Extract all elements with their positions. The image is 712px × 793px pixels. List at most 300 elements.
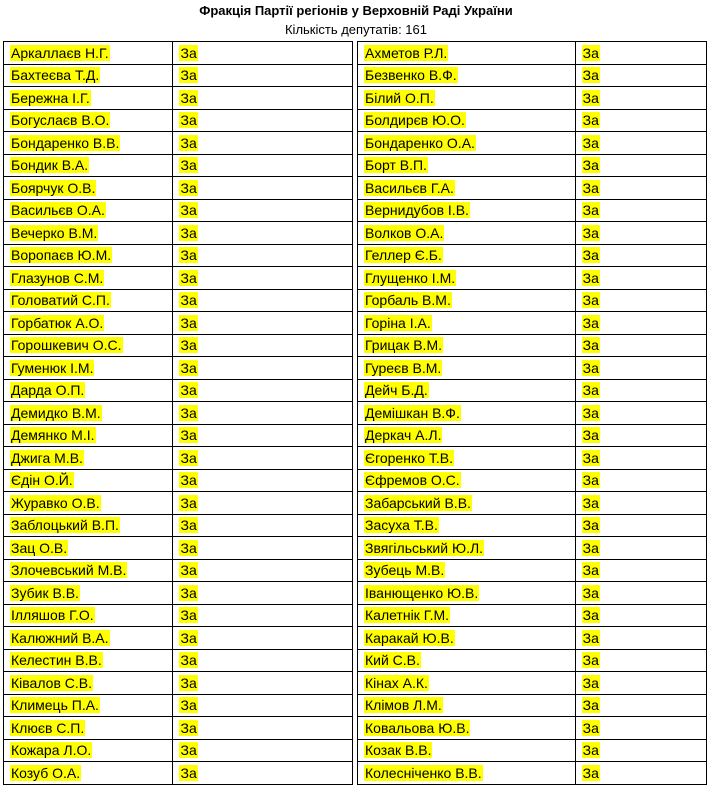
deputy-name: Єфремов О.С. [365,472,460,489]
deputy-name-cell [4,582,173,605]
vote-cell [575,604,706,627]
deputy-name: Іванющенко Ю.В. [365,584,479,601]
table-row [4,177,353,200]
deputy-name: Ківалов С.В. [11,674,92,691]
vote-value: За [582,629,599,646]
vote-value: За [180,202,197,219]
table-row [4,42,353,65]
vote-cell [575,582,706,605]
deputy-name-cell [358,42,576,65]
deputy-name-cell [4,537,173,560]
deputy-name: Демянко М.І. [11,427,95,444]
table-row [358,604,707,627]
deputy-name: Білий О.П. [365,89,434,106]
vote-cell [173,537,353,560]
vote-value: За [582,472,599,489]
deputy-name-cell [358,492,576,515]
deputy-name: Калетнік Г.М. [365,607,450,624]
vote-cell [575,627,706,650]
vote-cell [173,379,353,402]
deputy-name-cell [358,717,576,740]
deputy-name: Єгоренко Т.В. [365,449,454,466]
vote-value: За [180,382,197,399]
deputy-name: Клюєв С.П. [11,719,85,736]
deputy-name-cell [358,469,576,492]
vote-cell [173,267,353,290]
vote-cell [575,64,706,87]
table-row [358,312,707,335]
table-row [358,289,707,312]
table-row [4,154,353,177]
vote-cell [575,717,706,740]
vote-value: За [582,292,599,309]
deputy-name: Васильєв О.А. [11,202,105,219]
vote-cell [173,132,353,155]
vote-cell [173,559,353,582]
table-row [4,424,353,447]
vote-cell [173,762,353,785]
table-row [4,199,353,222]
table-row [4,87,353,110]
vote-cell [575,762,706,785]
table-row [358,132,707,155]
vote-value: За [180,697,197,714]
vote-cell [575,289,706,312]
vote-value: За [582,157,599,174]
table-row [358,514,707,537]
deputy-name-cell [358,739,576,762]
vote-cell [575,132,706,155]
vote-cell [173,739,353,762]
table-row [358,424,707,447]
table-row [4,469,353,492]
vote-value: За [582,202,599,219]
deputy-name-cell [4,762,173,785]
table-row [4,537,353,560]
deputy-name-cell [358,514,576,537]
deputy-name-cell [4,694,173,717]
table-row [4,447,353,470]
deputy-name: Засуха Т.В. [365,517,438,534]
table-row [4,64,353,87]
vote-value: За [582,562,599,579]
deputy-name: Аркаллаєв Н.Г. [11,44,109,61]
table-row [4,739,353,762]
table-row [358,357,707,380]
vote-cell [173,199,353,222]
vote-cell [173,649,353,672]
vote-cell [575,469,706,492]
deputy-name: Каракай Ю.В. [365,629,454,646]
deputy-name-cell [4,649,173,672]
table-row [4,402,353,425]
table-row [4,244,353,267]
vote-value: За [180,562,197,579]
deputy-name-cell [4,402,173,425]
vote-cell [173,289,353,312]
vote-cell [575,87,706,110]
table-row [4,492,353,515]
vote-cell [173,492,353,515]
deputy-name-cell [358,132,576,155]
vote-value: За [582,134,599,151]
vote-value: За [180,517,197,534]
deputy-name: Кожара Л.О. [11,742,92,759]
deputy-name: Звягільський Ю.Л. [365,539,484,556]
deputy-name-cell [4,559,173,582]
vote-cell [575,312,706,335]
table-row [358,334,707,357]
deputy-name: Джига М.В. [11,449,83,466]
vote-value: За [180,607,197,624]
deputy-name-cell [358,312,576,335]
vote-cell [173,424,353,447]
vote-cell [173,357,353,380]
table-row [4,267,353,290]
deputy-name-cell [358,379,576,402]
vote-value: За [582,427,599,444]
deputy-name: Демидко В.М. [11,404,101,421]
table-row [358,222,707,245]
table-row [4,357,353,380]
deputy-name: Кий С.В. [365,652,420,669]
vote-cell [173,109,353,132]
deputy-name-cell [4,717,173,740]
deputy-name-cell [358,199,576,222]
vote-value: За [180,247,197,264]
table-row [4,672,353,695]
vote-cell [173,447,353,470]
table-row [4,312,353,335]
vote-cell [575,402,706,425]
table-row [358,87,707,110]
deputy-name-cell [358,177,576,200]
deputy-name: Горбаль В.М. [365,292,451,309]
vote-value: За [582,742,599,759]
deputy-name-cell [4,87,173,110]
vote-value: За [582,89,599,106]
vote-value: За [582,314,599,331]
deputy-name-cell [358,267,576,290]
right-vote-table-body [358,42,707,785]
vote-cell [575,154,706,177]
deputy-name-cell [4,267,173,290]
deputy-name: Горошкевич О.С. [11,337,122,354]
table-row [358,42,707,65]
vote-value: За [582,584,599,601]
table-row [4,649,353,672]
vote-cell [173,87,353,110]
deputy-name: Болдирєв Ю.О. [365,112,465,129]
table-row [4,132,353,155]
deputy-name-cell [4,312,173,335]
table-row [358,627,707,650]
deputy-name-cell [358,222,576,245]
vote-value: За [180,427,197,444]
vote-value: За [582,382,599,399]
deputies-count: Кількість депутатів: 161 [284,22,427,37]
deputy-name: Єдін О.Й. [11,472,73,489]
vote-cell [575,109,706,132]
deputy-name-cell [4,132,173,155]
deputy-name: Калюжний В.А. [11,629,109,646]
vote-value: За [180,292,197,309]
vote-cell [575,42,706,65]
deputy-name-cell [358,402,576,425]
table-row [4,334,353,357]
table-row [358,694,707,717]
vote-cell [575,672,706,695]
table-row [358,379,707,402]
vote-value: За [180,359,197,376]
deputy-name-cell [358,244,576,267]
deputy-name-cell [4,672,173,695]
vote-value: За [582,652,599,669]
deputy-name: Зац О.В. [11,539,68,556]
deputy-name-cell [4,739,173,762]
vote-cell [575,694,706,717]
table-row [358,717,707,740]
vote-cell [173,717,353,740]
deputy-name-cell [358,154,576,177]
deputy-name: Дейч Б.Д. [365,382,428,399]
deputy-name-cell [358,582,576,605]
table-row [358,649,707,672]
vote-value: За [582,247,599,264]
right-vote-table [357,41,707,785]
vote-value: За [582,359,599,376]
vote-value: За [180,224,197,241]
vote-value: За [180,67,197,84]
vote-value: За [582,44,599,61]
table-row [358,492,707,515]
vote-cell [173,222,353,245]
deputy-name-cell [358,694,576,717]
table-row [358,739,707,762]
deputy-name-cell [358,604,576,627]
deputy-name: Безвенко В.Ф. [365,67,457,84]
vote-value: За [582,404,599,421]
deputy-name-cell [4,64,173,87]
deputy-name-cell [358,627,576,650]
table-row [358,762,707,785]
deputy-name: Гуменюк І.М. [11,359,94,376]
deputy-name: Геллер Є.Б. [365,247,442,264]
vote-value: За [180,269,197,286]
vote-cell [173,402,353,425]
vote-cell [575,559,706,582]
table-row [4,559,353,582]
vote-value: За [180,719,197,736]
deputy-name: Глущенко І.М. [365,269,456,286]
deputy-name: Богуслаєв В.О. [11,112,110,129]
vote-cell [173,177,353,200]
vote-cell [575,492,706,515]
table-row [358,64,707,87]
vote-value: За [582,517,599,534]
table-row [358,582,707,605]
deputy-name: Ковальова Ю.В. [365,719,470,736]
vote-value: За [582,494,599,511]
table-row [4,627,353,650]
deputy-name: Злочевський М.В. [11,562,127,579]
table-row [358,109,707,132]
vote-cell [575,199,706,222]
table-row [358,199,707,222]
vote-cell [173,312,353,335]
vote-cell [575,739,706,762]
deputy-name: Боярчук О.В. [11,179,96,196]
table-row [4,222,353,245]
deputy-name: Зубик В.В. [11,584,79,601]
deputy-name: Климець П.А. [11,697,99,714]
deputy-name-cell [4,492,173,515]
deputy-name: Ілляшов Г.О. [11,607,94,624]
table-row [4,379,353,402]
vote-value: За [582,269,599,286]
vote-value: За [582,719,599,736]
deputy-name: Колесніченко В.В. [365,764,482,781]
deputy-name: Бондаренко О.А. [365,134,475,151]
table-row [4,762,353,785]
table-row [4,109,353,132]
deputy-name-cell [4,109,173,132]
table-row [4,694,353,717]
vote-cell [173,694,353,717]
deputy-name-cell [4,447,173,470]
deputy-name-cell [4,289,173,312]
vote-cell [575,334,706,357]
vote-cell [575,267,706,290]
deputy-name: Журавко О.В. [11,494,100,511]
deputy-name-cell [358,357,576,380]
deputy-name: Воропаєв Ю.М. [11,247,112,264]
vote-value: За [180,629,197,646]
table-row [358,267,707,290]
vote-value: За [582,764,599,781]
table-row [358,672,707,695]
vote-cell [173,514,353,537]
deputy-name-cell [4,177,173,200]
table-row [358,244,707,267]
deputy-name: Горбатюк А.О. [11,314,104,331]
vote-cell [173,154,353,177]
deputy-name: Бондаренко В.В. [11,134,120,151]
deputy-name: Глазунов С.М. [11,269,104,286]
vote-value: За [180,539,197,556]
deputy-name: Бережна І.Г. [11,89,90,106]
deputy-name-cell [358,672,576,695]
table-row [358,559,707,582]
table-row [358,177,707,200]
vote-value: За [180,337,197,354]
vote-value: За [180,44,197,61]
vote-cell [575,537,706,560]
vote-cell [173,604,353,627]
vote-cell [575,357,706,380]
vote-value: За [582,449,599,466]
vote-cell [173,469,353,492]
vote-value: За [582,337,599,354]
vote-cell [575,649,706,672]
table-row [4,604,353,627]
vote-value: За [180,584,197,601]
deputy-name-cell [358,447,576,470]
deputy-name: Ахметов Р.Л. [365,44,448,61]
vote-cell [173,42,353,65]
vote-value: За [180,112,197,129]
vote-value: За [180,134,197,151]
vote-value: За [180,742,197,759]
deputy-name: Вернидубов І.В. [365,202,469,219]
deputy-name: Заблоцький В.П. [11,517,119,534]
vote-cell [575,379,706,402]
vote-value: За [180,179,197,196]
deputy-name-cell [358,762,576,785]
deputy-name: Бахтеєва Т.Д. [11,67,100,84]
vote-cell [575,244,706,267]
deputy-name-cell [4,154,173,177]
deputy-name-cell [358,537,576,560]
deputy-name-cell [4,514,173,537]
deputy-name-cell [358,559,576,582]
deputy-name: Борт В.П. [365,157,427,174]
deputy-name: Забарський В.В. [365,494,471,511]
vote-value: За [582,67,599,84]
deputy-name-cell [4,424,173,447]
deputy-name: Кінах А.К. [365,674,428,691]
vote-value: За [582,539,599,556]
deputy-name: Вечерко В.М. [11,224,98,241]
deputy-name-cell [358,649,576,672]
deputy-name-cell [4,469,173,492]
vote-value: За [180,652,197,669]
deputy-name-cell [358,64,576,87]
vote-value: За [582,607,599,624]
deputy-name-cell [4,604,173,627]
vote-cell [173,582,353,605]
deputy-name-cell [4,199,173,222]
vote-value: За [180,157,197,174]
table-row [4,582,353,605]
vote-cell [575,222,706,245]
vote-cell [173,627,353,650]
table-row [4,289,353,312]
table-row [358,537,707,560]
deputy-name-cell [358,109,576,132]
vote-cell [173,64,353,87]
vote-value: За [180,89,197,106]
vote-value: За [180,764,197,781]
left-vote-table-body [4,42,353,785]
vote-cell [173,334,353,357]
vote-value: За [180,404,197,421]
deputy-name: Грицак В.М. [365,337,442,354]
vote-value: За [180,472,197,489]
deputy-name: Келестин В.В. [11,652,102,669]
deputy-name: Головатий С.П. [11,292,110,309]
vote-value: За [582,224,599,241]
vote-cell [575,514,706,537]
vote-value: За [582,179,599,196]
table-row [4,717,353,740]
vote-value: За [582,112,599,129]
deputy-name-cell [4,244,173,267]
deputy-name-cell [4,42,173,65]
left-vote-table [3,41,353,785]
deputy-name: Бондик В.А. [11,157,89,174]
deputy-name: Дарда О.П. [11,382,85,399]
